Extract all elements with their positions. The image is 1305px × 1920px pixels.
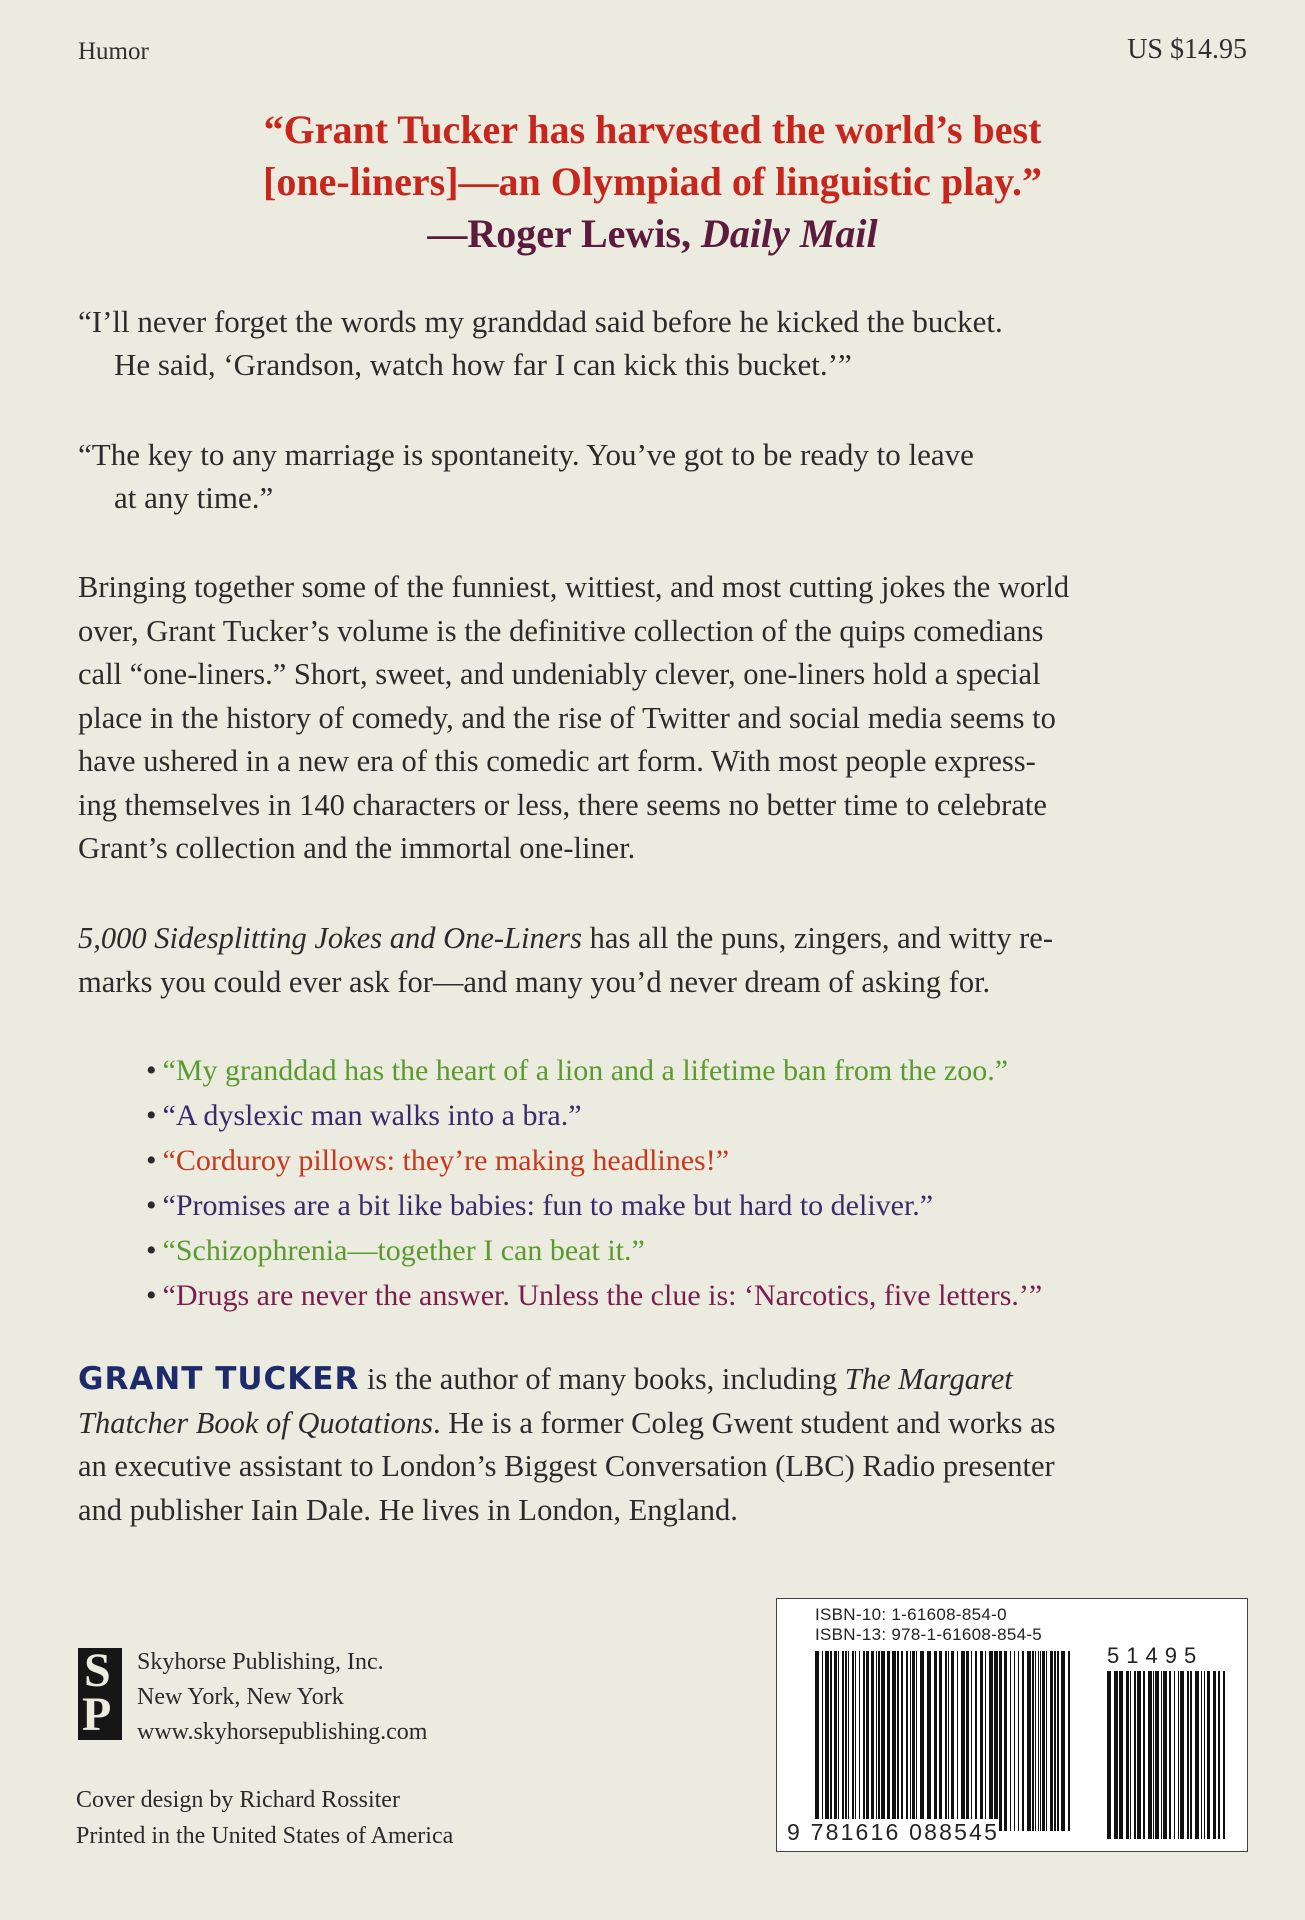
summary-line-1: has all the puns, zingers, and witty re- — [582, 921, 1053, 955]
description-line: place in the history of comedy, and the rise of Twitter and social media seems to — [78, 700, 1056, 735]
quote-2-line-2: at any time.” — [114, 480, 274, 515]
quote-1-line-1: “I’ll never forget the words my granddad said before he kicked the bucket. — [78, 304, 1003, 339]
summary-line-2: marks you could ever ask for—and many you’d never dream of asking for. — [78, 964, 991, 999]
barcode-bar — [822, 1651, 823, 1831]
book-summary — [78, 917, 1248, 1004]
list-item: • “Schizophrenia—together I can beat it.” — [146, 1234, 645, 1267]
barcode-bar — [966, 1651, 969, 1831]
barcode-bar — [815, 1651, 819, 1831]
description-line: ing themselves in 140 characters or less, there seems no better time to celebrate — [78, 787, 1047, 822]
description-line: Bringing together some of the funniest, wittiest, and most cutting jokes the world — [78, 570, 1070, 604]
bio-text: and publisher Iain Dale. He lives in London, England. — [78, 1492, 738, 1527]
barcode-bar — [1195, 1671, 1199, 1839]
barcode-bar — [859, 1651, 860, 1831]
barcode-bar — [951, 1651, 954, 1831]
blurb-line-1: “Grant Tucker has harvested the world’s best — [263, 107, 1042, 152]
barcode-bar — [927, 1651, 931, 1831]
barcode-bar — [912, 1651, 915, 1831]
barcode-bar — [842, 1651, 844, 1831]
bio-book-title: The Margaret — [844, 1362, 1013, 1396]
list-item: • “Corduroy pillows: they’re making headlines!” — [146, 1144, 730, 1177]
barcode-bar — [1155, 1671, 1159, 1839]
logo-letter-p: P — [82, 1688, 112, 1741]
barcode-bar — [1137, 1671, 1141, 1839]
barcode-bar — [975, 1651, 977, 1831]
barcode-bar — [1163, 1671, 1167, 1839]
description-line: over, Grant Tucker’s volume is the definitive collection of the quips comedians — [78, 613, 1044, 648]
barcode-bar — [1143, 1671, 1145, 1839]
price-label: US $14.95 — [1127, 34, 1247, 65]
bio-text: an executive assistant to London’s Biggest Conversation (LBC) Radio presenter — [78, 1449, 1055, 1483]
barcode-bar — [1014, 1651, 1015, 1831]
publisher-website: www.skyhorsepublishing.com — [137, 1719, 428, 1745]
quote-1-line-2: He said, ‘Grandson, watch how far I can kick this bucket.’” — [114, 347, 852, 382]
joke-text: “Drugs are never the answer. Unless the clue is: ‘Narcotics, five letters.’” — [162, 1279, 1043, 1312]
price-addon-bars — [1107, 1671, 1225, 1839]
barcode-bar — [1153, 1671, 1154, 1839]
barcode-bar — [876, 1651, 877, 1831]
price-code: 51495 — [1107, 1643, 1204, 1668]
joke-text: “Promises are a bit like babies: fun to make but hard to deliver.” — [162, 1189, 934, 1222]
barcode-bar — [863, 1651, 865, 1831]
joke-list — [146, 1048, 1042, 1318]
barcode-bar — [1054, 1651, 1056, 1831]
list-item: • “Drugs are never the answer. Unless the clue is: ‘Narcotics, five letters.’” — [146, 1279, 1043, 1312]
barcode-bar — [945, 1651, 947, 1831]
barcode-bar — [920, 1651, 924, 1831]
blurb-attribution — [0, 208, 1305, 260]
barcode-bar — [1223, 1671, 1225, 1839]
barcode-bar — [1040, 1651, 1041, 1831]
publisher-info — [137, 1645, 427, 1750]
barcode-bar — [1035, 1651, 1036, 1831]
barcode-bar — [866, 1651, 869, 1831]
barcode-bar — [1046, 1651, 1047, 1831]
book-title: 5,000 Sidesplitting Jokes and One-Liners — [78, 921, 583, 955]
isbn-13: ISBN-13: 978-1-61608-854-5 — [815, 1625, 1043, 1644]
sample-quote-1 — [78, 300, 1003, 386]
barcode-bar — [1057, 1651, 1059, 1831]
author-bio — [78, 1358, 1248, 1532]
barcode-bar — [1038, 1651, 1039, 1831]
cover-design-credit: Cover design by Richard Rossiter — [76, 1787, 400, 1813]
barcode-bar — [916, 1651, 917, 1831]
barcode-bar — [825, 1651, 829, 1831]
quote-2-line-1: “The key to any marriage is spontaneity. You’ve got to be ready to leave — [78, 437, 974, 472]
barcode-bar — [1204, 1671, 1205, 1839]
barcode-bar — [1068, 1651, 1070, 1831]
barcode-bar — [897, 1651, 899, 1831]
blurb-line-2: [one-liners]—an Olympiad of linguistic play.” — [263, 159, 1042, 204]
ean-barcode-bars — [815, 1651, 1070, 1831]
barcode-bar — [1114, 1671, 1118, 1839]
barcode-bar — [1190, 1671, 1192, 1839]
barcode-panel — [776, 1598, 1248, 1852]
logo-letter-s: S — [84, 1644, 111, 1697]
barcode-bar — [1050, 1651, 1053, 1831]
barcode-bar — [939, 1651, 942, 1831]
barcode-bar — [1213, 1671, 1216, 1839]
list-item: • “My granddad has the heart of a lion and a lifetime ban from the zoo.” — [146, 1054, 1009, 1087]
barcode-bar — [1187, 1671, 1189, 1839]
barcode-bar — [1004, 1651, 1007, 1831]
description-line: Grant’s collection and the immortal one-liner. — [78, 831, 636, 865]
barcode-bar — [1134, 1671, 1136, 1839]
barcode-bar — [892, 1651, 896, 1831]
barcode-bar — [1027, 1651, 1031, 1831]
barcode-bar — [1180, 1671, 1184, 1839]
list-item: • “A dyslexic man walks into a bra.” — [146, 1099, 582, 1132]
barcode-bar — [1178, 1671, 1179, 1839]
barcode-bar — [878, 1651, 880, 1831]
barcode-bar — [1107, 1671, 1111, 1839]
barcode-bar — [871, 1651, 874, 1831]
barcode-bar — [910, 1651, 911, 1831]
joke-text: “A dyslexic man walks into a bra.” — [162, 1099, 582, 1132]
list-item: • “Promises are a bit like babies: fun to make but hard to deliver.” — [146, 1189, 934, 1222]
barcode-bar — [855, 1651, 856, 1831]
barcode-bar — [887, 1651, 890, 1831]
joke-text: “Schizophrenia—together I can beat it.” — [162, 1234, 645, 1267]
barcode-bar — [881, 1651, 885, 1831]
barcode-bar — [845, 1651, 847, 1831]
barcode-bar — [1042, 1651, 1045, 1831]
description-line: call “one-liners.” Short, sweet, and undeniably clever, one-liners hold a special — [78, 657, 1041, 691]
barcode-bar — [1218, 1671, 1220, 1839]
barcode-bar — [1061, 1651, 1065, 1831]
joke-text: “Corduroy pillows: they’re making headlines!” — [162, 1144, 730, 1177]
barcode-bar — [1022, 1651, 1024, 1831]
joke-text: “My granddad has the heart of a lion and a lifetime ban from the zoo.” — [162, 1054, 1009, 1087]
barcode-bar — [980, 1651, 983, 1831]
ean-digits: 9 781616 088545 — [787, 1819, 1000, 1845]
review-blurb — [0, 104, 1305, 260]
barcode-bar — [830, 1651, 832, 1831]
barcode-bar — [1174, 1671, 1175, 1839]
publisher-city: New York, New York — [137, 1684, 344, 1710]
bio-text: is the author of many books, including — [359, 1362, 845, 1396]
publisher-logo — [78, 1644, 122, 1741]
description-line: have ushered in a new era of this comedic art form. With most people express- — [78, 744, 1036, 778]
sample-quote-2 — [78, 433, 974, 519]
barcode-bar — [1169, 1671, 1171, 1839]
barcode-bar — [1201, 1671, 1202, 1839]
barcode-bar — [1018, 1651, 1019, 1831]
barcode-bar — [838, 1651, 839, 1831]
barcode-bar — [1161, 1671, 1162, 1839]
barcode-graphic — [777, 1599, 1247, 1851]
barcode-bar — [834, 1651, 837, 1831]
barcode-bar — [999, 1651, 1002, 1831]
barcode-bar — [1119, 1671, 1123, 1839]
genre-label: Humor — [78, 38, 149, 65]
barcode-bar — [1032, 1651, 1034, 1831]
publisher-name: Skyhorse Publishing, Inc. — [137, 1649, 384, 1675]
credits — [76, 1782, 453, 1854]
barcode-bar — [848, 1651, 849, 1831]
barcode-bar — [852, 1651, 854, 1831]
barcode-bar — [971, 1651, 972, 1831]
barcode-bar — [934, 1651, 937, 1831]
barcode-bar — [948, 1651, 949, 1831]
attribution-name: —Roger Lewis, — [427, 211, 701, 256]
printed-in-credit: Printed in the United States of America — [76, 1823, 454, 1849]
barcode-bar — [961, 1651, 965, 1831]
book-description — [78, 566, 1248, 871]
barcode-bar — [901, 1651, 903, 1831]
bio-text: . He is a former Coleg Gwent student and works as — [432, 1405, 1056, 1440]
isbn-10: ISBN-10: 1-61608-854-0 — [815, 1605, 1007, 1624]
barcode-bar — [994, 1651, 998, 1831]
author-name: GRANT TUCKER — [78, 1361, 360, 1397]
attribution-publication: Daily Mail — [701, 211, 878, 256]
barcode-bar — [906, 1651, 908, 1831]
bio-book-title: Thatcher Book of Quotations — [78, 1405, 433, 1440]
barcode-bar — [1148, 1671, 1152, 1839]
barcode-bar — [1130, 1671, 1131, 1839]
barcode-bar — [985, 1651, 986, 1831]
barcode-bar — [989, 1651, 993, 1831]
barcode-bar — [1126, 1671, 1129, 1839]
barcode-bar — [1207, 1671, 1210, 1839]
barcode-bar — [1010, 1651, 1011, 1831]
barcode-bar — [957, 1651, 958, 1831]
